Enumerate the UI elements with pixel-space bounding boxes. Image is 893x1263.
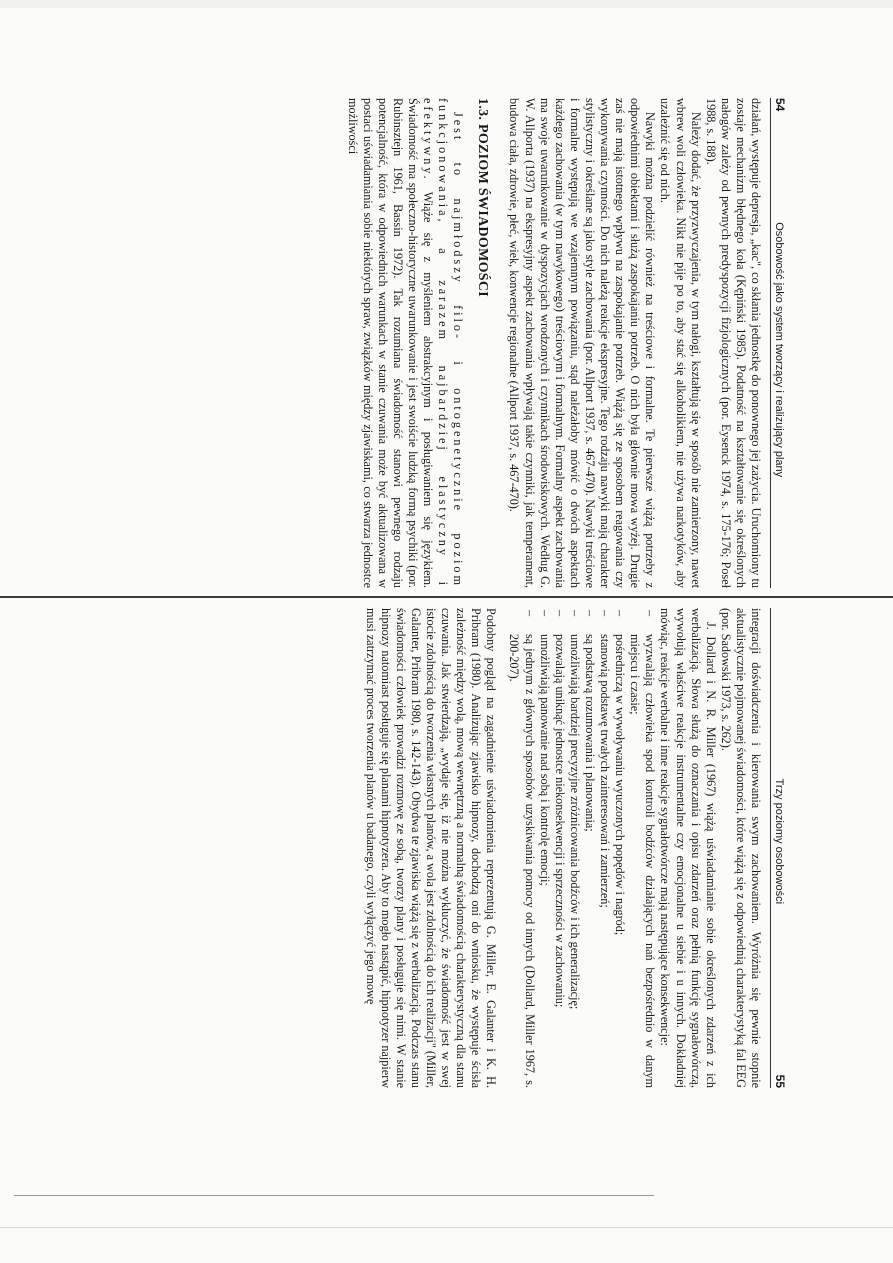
paragraph: integracji doświadczenia i kierowania swym zachowaniem. Wyróżnia się pewnie stopnie aktualistycznie pojmowanej świadomości, które wiążą się z odpowiednią charakterystyką fal EEG (por. Sadowski 1973, s. 262).	[718, 608, 763, 1088]
left-header-rule	[770, 98, 771, 588]
list-item: – stanowią podstawę trwałych zainteresowań i zamierzeń;	[597, 634, 612, 1088]
scan-bottom-edge	[0, 1227, 893, 1228]
list-item: – umożliwiają bardziej precyzyjne zróżnicowania bodźców i ich generalizację;	[567, 634, 582, 1088]
left-running-head	[773, 98, 795, 588]
section-spaced-text: Jest to najmłodszy filo- i ontogenetycznie poziom funkcjonowania, a zarazem najbardziej elastyczny i efektywny.	[421, 98, 466, 588]
right-body-text	[363, 608, 763, 1088]
list-item: – umożliwiają panowanie nad sobą i kontrolę emocji;	[537, 634, 552, 1088]
paragraph: Nawyki można podzielić również na treściowe i formalne. Te pierwsze wiążą potrzeby z odpowiednimi obiektami i służą zaspokajaniu potrzeb. O nich była głównie mowa wyżej. Drugie zaś nie mają istotnego wpływu na zaspokajanie potrzeb. Wiążą się ze sposobem reagowania czy wykonywania czynności. Do nich należą reakcje ekspresyjne. Tego rodzaju nawyki mają charakter stylistyczny i określane są jako style zachowania (por. Allport 1937, s. 467-470). Nawyki treściowe i formalne występują we wzajemnym powiązaniu, stąd należałoby mówić o dwóch aspektach każdego zachowania (w tym nawykowego) treściowym i formalnym. Formalny aspekt zachowania ma swoje uwarunkowanie w dyspozycjach wrodzonych i czynnikach środowiskowych. Według G. W. Allporta (1937) na ekspresyjny aspekt zachowania wpływają takie czynniki, jak temperament, budowa ciała, zdrowie, płeć, wiek, konwencje regionalne (Allport 1937, s. 467-470).	[507, 98, 658, 588]
gutter-line	[0, 596, 893, 598]
left-page	[105, 98, 795, 588]
paragraph: działań, występuje depresja, „kac", co skłania jednostkę do ponownego jej zażycia. Uruchomiony tu zostaje mechanizm błędnego koła (Kępiński 1985). Podatność na kształtowanie się określonych nałogów zależy od pewnych predyspozycji fizjologicznych (por. Eysenck 1974, s. 175-176; Poseł 1988, s. 188).	[703, 98, 763, 588]
right-page	[105, 608, 795, 1088]
paragraph: Należy dodać, że przyzwyczajenia, w tym nałogi, kształtują się w sposób nie zamierzony, nawet wbrew woli człowieka. Nikt nie pije po to, aby stać się alkoholikiem, nie używa narkotyków, aby uzależnić się od nich.	[658, 98, 703, 588]
list-item: – są podstawą rozumowania i planowania;	[582, 634, 597, 1088]
right-header-rule	[770, 608, 771, 1088]
left-page-number: 54	[773, 98, 787, 112]
list-item: – pośredniczą w wywoływaniu wyuczonych popędów i nagród;	[612, 634, 627, 1088]
consequence-list	[506, 608, 657, 1088]
right-page-number: 55	[773, 1074, 787, 1088]
list-item: – pozwalają uniknąć jednostce niekonsekwencji i sprzeczności w zachowaniu;	[552, 634, 567, 1088]
left-running-title: Osobowość jako system tworzący i realizujący plany	[773, 222, 785, 478]
scan-top-edge	[0, 0, 893, 8]
list-item: – wyzwalają człowieka spod kontroli bodźców działających nań bezpośrednio w danym miejscu i czasie;	[627, 634, 657, 1088]
right-running-head	[773, 608, 795, 1088]
paragraph: Podobny pogląd na zagadnienie uświadomienia reprezentują G. Miller, E. Galanter i K. H. Pribram (1980). Analizując zjawisko hipnozy, dochodzą oni do wniosku, że występuje ścisła zależność między wolą, mową wewnętrzną a normalną świadomością charakterystyczną dla stanu czuwania. Jak stwierdzają, „wydaje się, iż nie można wykluczyć, że świadomość jest w swej istocie zdolnością do tworzenia własnych planów, a wola jest zdolnością do ich realizacji" (Miller, Galanter, Pribram 1980, s. 142-143). Obydwa te zjawiska wiążą się z werbalizacją. Podczas stanu świadomości człowiek prowadzi rozmowę ze sobą, tworzy plany i posługuje się nimi. W stanie hipnozy natomiast posługuje się planami hipnotyzera. Aby to mogło nastąpić, hipnotyzer najpierw musi zatrzymać proces tworzenia planów u badanego, czyli wyłączyć jego mowę	[363, 608, 499, 1088]
paragraph: J. Dollard i N. R. Miller (1967) wiążą uświadamianie sobie określonych zdarzeń z ich werbalizacją. Słowa służą do oznaczania i opisu zdarzeń oraz pełnią funkcję sygnałowórczą, wywołują właściwe reakcje instrumentalne czy emocjonalne u siebie i u innych. Dokładniej mówiąc, reakcje werbalne i inne reakcje sygnałotwórcze mają następujące konsekwencje:	[658, 608, 718, 1088]
right-running-title: Trzy poziomy osobowości	[773, 778, 785, 905]
list-item: – są jednym z głównych sposobów uzyskiwania pomocy od innych (Dollard, Miller 1967, s. 200-207).	[506, 634, 536, 1088]
left-body-text	[345, 98, 763, 588]
section-text: Wiąże się z myśleniem abstrakcyjnym i posługiwaniem się językiem. Świadomość ma społeczno-historyczne uwarunkowanie i jest swoiście ludzką formą psychiki (por. Rubinsztejn 1961, Bassin 1972). Tak rozumiana świadomość stanowi pewnego rodzaju potencjalność, która w odpowiednich warunkach w stanie czuwania może być aktualizowana w postaci uświadamiania sobie niektórych spraw, związków między zjawiskami, co stwarza jednostce możliwości	[345, 98, 436, 589]
section-heading: 1.3. POZIOM ŚWIADOMOŚCI	[475, 98, 491, 298]
scan-margin-line	[14, 1195, 654, 1196]
